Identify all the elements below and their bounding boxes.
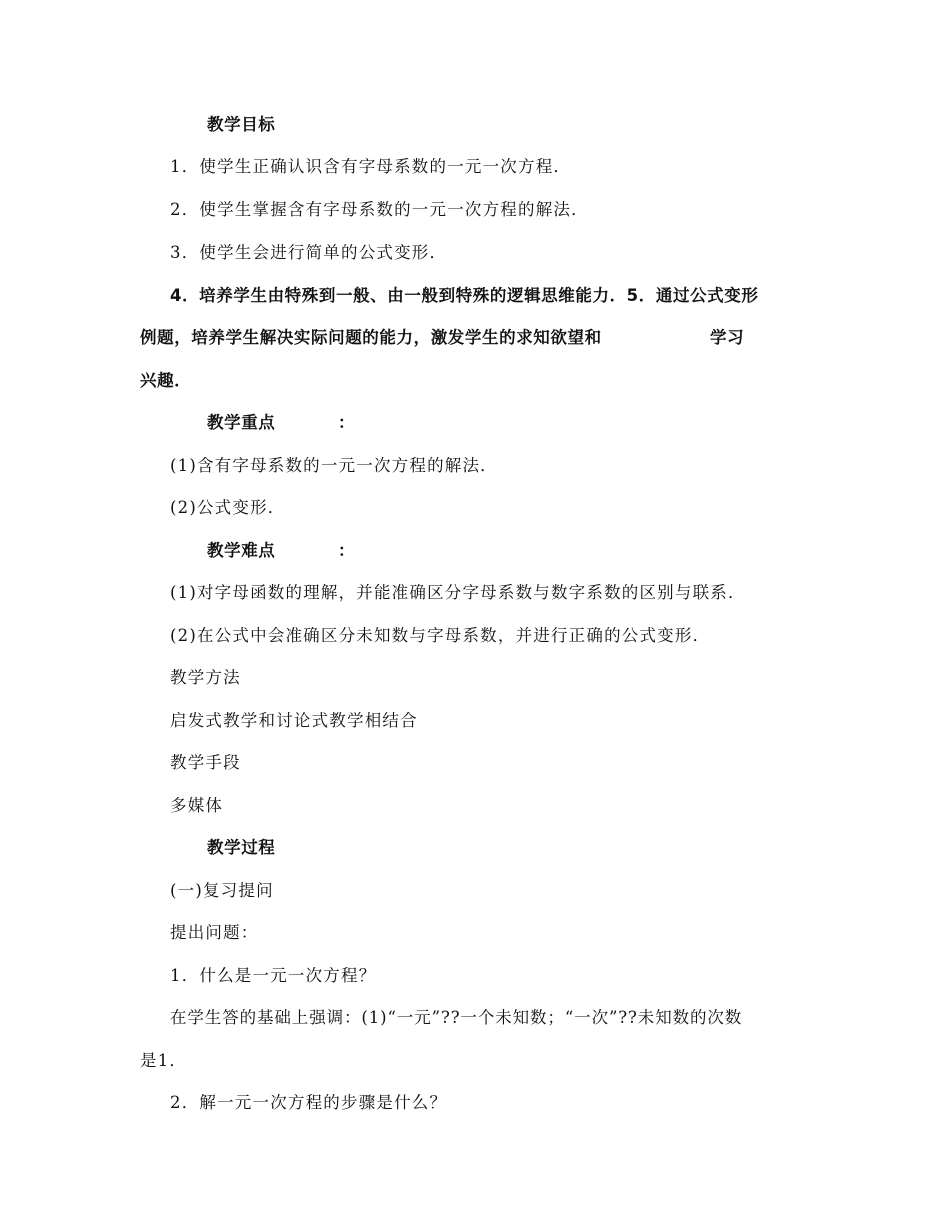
objectives-heading: 教学目标 [207,115,276,134]
difficulty-item-2: (2)在公式中会准确区分未知数与字母系数，并进行正确的公式变形． [170,626,711,645]
method-text: 启发式教学和讨论式教学相结合 [170,711,418,730]
objective-item-4-line3: 兴趣． [140,371,192,390]
means-heading: 教学手段 [170,753,241,772]
objective-item-4-line2-text: 例题，培养学生解决实际问题的能力，激发学生的求知欲望和 [140,328,602,347]
difficulties-heading [207,540,356,562]
process-heading: 教学过程 [207,838,276,857]
means-text: 多媒体 [170,796,224,815]
process-section-review: (一)复习提问 [170,881,274,900]
objective-item-4-line2 [140,327,745,349]
objective-item-1: 1．使学生正确认识含有字母系数的一元一次方程． [170,157,572,176]
objective-item-4-line2-tail: 学习 [710,328,745,347]
key-point-item-1: (1)含有字母系数的一元一次方程的解法． [170,456,498,475]
process-question-1: 1．什么是一元一次方程？ [170,966,377,985]
process-emphasis-line2: 是1． [140,1051,188,1070]
difficulties-colon: ： [338,541,356,560]
process-question-2: 2．解一元一次方程的步骤是什么？ [170,1093,448,1112]
key-points-colon: ： [338,413,356,432]
key-points-heading-text: 教学重点 [207,413,276,432]
objective-item-4-line1: 4．培养学生由特殊到一般、由一般到特殊的逻辑思维能力．5．通过公式变形 [170,286,759,305]
process-emphasis-line1: 在学生答的基础上强调：(1)“一元”??一个未知数；“一次”??未知数的次数 [170,1008,743,1027]
objective-item-3: 3．使学生会进行简单的公式变形． [170,243,448,262]
key-points-heading [207,412,356,434]
objective-item-2: 2．使学生掌握含有字母系数的一元一次方程的解法． [170,200,589,219]
process-ask: 提出问题： [170,923,259,942]
method-heading: 教学方法 [170,668,241,687]
difficulties-heading-text: 教学难点 [207,541,276,560]
difficulty-item-1: (1)对字母函数的理解，并能准确区分字母系数与数字系数的区别与联系． [170,583,746,602]
key-point-item-2: (2)公式变形． [170,498,286,517]
